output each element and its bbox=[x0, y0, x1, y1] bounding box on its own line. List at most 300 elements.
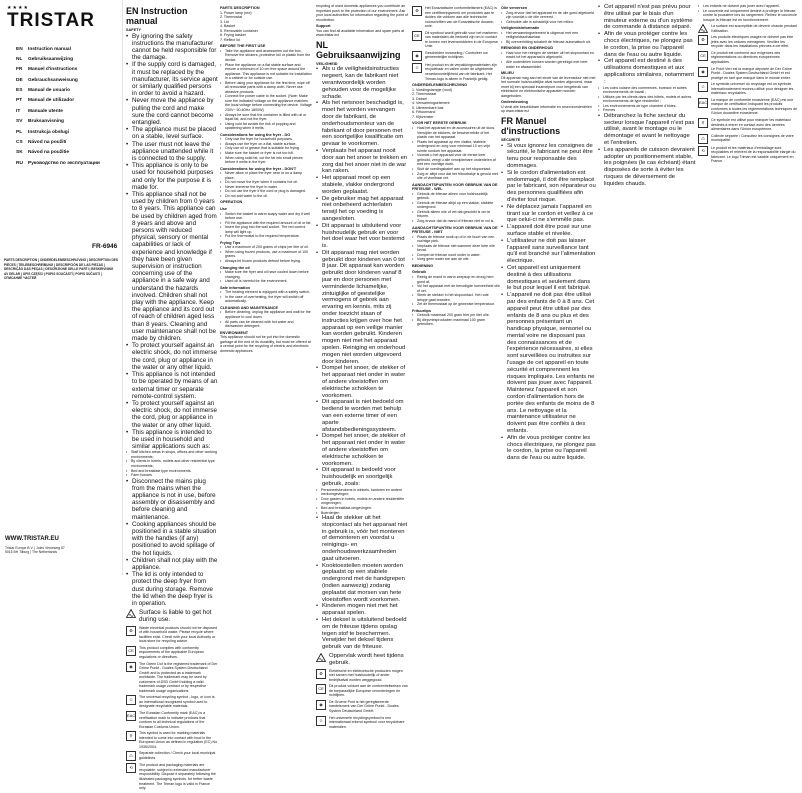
bullet-icon: • bbox=[126, 571, 129, 579]
bullet-icon: • bbox=[126, 459, 128, 464]
bullet-icon: • bbox=[412, 274, 414, 279]
symbol-entry bbox=[698, 98, 798, 116]
regulatory-symbol-icon: ♲ bbox=[698, 82, 708, 92]
list-item-text: Insert the plug into the wall socket. The red control lamp will light up. bbox=[225, 225, 306, 234]
list-item-text: Bed and breakfast-omgevingen. bbox=[321, 505, 372, 510]
list-item bbox=[126, 61, 218, 97]
regulatory-symbol-icon: EAC bbox=[698, 98, 708, 108]
bullet-icon: • bbox=[126, 468, 128, 473]
language-entry bbox=[16, 96, 120, 106]
bullet-icon: • bbox=[598, 94, 600, 99]
donts-list bbox=[220, 171, 312, 198]
list-item bbox=[220, 320, 312, 329]
bullet-icon: • bbox=[126, 342, 129, 350]
bullet-icon: • bbox=[126, 399, 129, 407]
list-item-text: Dompel de friteuse nooit onder in water. bbox=[417, 252, 481, 257]
symbol-entry bbox=[126, 695, 218, 709]
list-item-text: Personeelskeukens in winkels, kantoren en andere werkomgevingen; bbox=[321, 487, 403, 497]
nl-donts-title: AANDACHTSPUNTEN VOOR GEBRUIK VAN DE FRITEUSE - NIET bbox=[412, 225, 498, 235]
symbol-description: Gescheiden inzameling / Controleer uw gemeentelijke richtlijnen. bbox=[425, 50, 488, 60]
list-item-text: Zet de thermostaat op de gewenste temperatuur. bbox=[417, 302, 495, 307]
list-item-text: Before cleaning, unplug the appliance and wait for the appliance to cool down. bbox=[225, 310, 311, 319]
list-item bbox=[598, 113, 696, 147]
bullet-icon: • bbox=[220, 184, 222, 189]
language-name: Manuel d'instructions bbox=[28, 67, 78, 73]
language-code: FR bbox=[16, 67, 23, 73]
section-heading-en: EN Instruction manual bbox=[126, 6, 188, 26]
bullet-icon: • bbox=[316, 487, 318, 492]
language-entry bbox=[16, 148, 120, 158]
bullet-icon: • bbox=[220, 279, 222, 284]
language-entry bbox=[16, 54, 120, 64]
safety-list-2 bbox=[126, 478, 218, 608]
nl-use-title: Gebruik bbox=[412, 270, 427, 275]
regulatory-symbol-icon: ♲ bbox=[316, 716, 326, 726]
nl-use-list bbox=[412, 275, 500, 307]
list-item bbox=[126, 557, 218, 571]
list-item bbox=[316, 196, 408, 223]
language-code: CS bbox=[16, 140, 23, 146]
regulatory-symbol-icon: ♺ bbox=[126, 751, 136, 761]
list-item-text: De gebruiker mag het apparaat niet onbeheerd achterlaten terwijl het op voeding is aangesloten. bbox=[322, 195, 404, 222]
list-item-text: To protect yourself against an electric shock, do not immerse the cord, plug or appliance in the water or any other liquid. bbox=[132, 342, 218, 371]
list-item bbox=[126, 450, 218, 459]
list-item-text: Si vous ignorez les consignes de sécurité, le fabricant ne peut être tenu pour responsable des dommages. bbox=[507, 142, 593, 169]
parts-title: PARTS DESCRIPTION bbox=[220, 6, 260, 10]
list-item bbox=[412, 153, 500, 167]
bullet-icon: • bbox=[220, 137, 222, 142]
bullet-icon: • bbox=[501, 264, 504, 271]
column-nl-safety bbox=[316, 4, 408, 731]
cover-sidebar bbox=[0, 0, 123, 575]
list-item bbox=[220, 279, 312, 284]
bullet-icon: • bbox=[220, 193, 222, 198]
regulatory-symbol-icon: CE bbox=[412, 31, 422, 41]
list-item-text: Dit apparaat is niet bedoeld om bediend te worden met behulp van een externe timer of een aparte afstandsbedieningssysteem. bbox=[322, 399, 404, 433]
list-item bbox=[501, 435, 596, 462]
list-item-text: 6. Frituurmand bbox=[412, 110, 436, 115]
language-code: SK bbox=[16, 150, 23, 156]
bullet-icon: • bbox=[316, 467, 319, 474]
list-item bbox=[598, 95, 696, 104]
list-item-text: Children shall not play with the appliance. bbox=[132, 556, 218, 572]
bullet-icon: • bbox=[220, 121, 222, 126]
symbol-description: The product and packaging materials are recyclable, subject to extended manufacturer responsibility. Dispose it separately following the illustrated packaging symbols, for better waste treatment. The Triman logo is valid in France only. bbox=[139, 763, 216, 791]
list-item-text: Make sure the fryer and oil have cooled down before changing. bbox=[225, 270, 309, 279]
list-item bbox=[316, 148, 408, 175]
list-item bbox=[501, 238, 596, 265]
bullet-icon: • bbox=[598, 103, 600, 108]
bullet-icon: • bbox=[598, 85, 600, 90]
symbol-entry bbox=[126, 751, 218, 761]
list-item bbox=[412, 201, 500, 210]
bullet-icon: • bbox=[412, 191, 414, 196]
list-item bbox=[501, 11, 596, 20]
list-item bbox=[220, 194, 312, 199]
bullet-icon: • bbox=[126, 97, 129, 105]
list-item-text: 3. Lid bbox=[220, 19, 229, 24]
list-item-text: Als het netsnoer beschadigd is, moet het worden vervangen door de fabrikant, de onderhoudsmonteur van de fabrikant of door personen met een soortgelijke kwalificatie om gevaar te voorkomen. bbox=[322, 100, 404, 148]
changing-list bbox=[220, 270, 312, 284]
language-code: RU bbox=[16, 160, 23, 166]
bullet-icon: • bbox=[316, 515, 319, 522]
nl-parts-list bbox=[412, 88, 500, 120]
nl-safe-info-list bbox=[501, 31, 596, 45]
bullet-icon: • bbox=[220, 310, 222, 315]
list-item-text: Het apparaat moet op een stabiele, vlakke ondergrond worden geplaatst. bbox=[322, 175, 395, 195]
list-item-text: Voeg geen water toe aan de olie. bbox=[417, 257, 470, 262]
support-text: You can find all available information and spare parts at www.tristar.eu! bbox=[316, 28, 405, 38]
bullet-icon: • bbox=[126, 428, 129, 436]
environment-text-cont: recycling of used domestic appliances you contribute an important push to the protection of our environment. Ask your local authorities for information regarding the point of recollection. bbox=[316, 4, 408, 22]
list-item-text: Bij oververhitting schakelt de friteuse automatisch uit. bbox=[506, 39, 591, 44]
nl-hot-surface-warning: Oppervlak wordt heet tijdens gebruik. bbox=[316, 653, 408, 667]
symbol-description: Het universele recyclingsymbool is een internationaal erkend symbool voor recyclebare materialen. bbox=[329, 715, 405, 729]
language-entry bbox=[16, 158, 120, 168]
nl-support-title: Ondersteuning bbox=[501, 100, 529, 105]
website-url: WWW.TRISTAR.EU bbox=[5, 536, 59, 542]
nl-support-text: U vindt alle beschikbare informatie en reserveonderdelen op www.tristar.eu! bbox=[501, 104, 592, 114]
nl-safety-title: VEILIGHEID bbox=[316, 61, 338, 66]
warning-triangle-icon bbox=[316, 653, 326, 662]
symbol-entry bbox=[126, 626, 218, 644]
bullet-icon: • bbox=[598, 58, 601, 65]
list-item-text: Gebruik de friteuse altijd op een vlakke, stabiele ondergrond. bbox=[417, 200, 494, 210]
language-entry bbox=[16, 127, 120, 137]
bullet-icon: • bbox=[316, 433, 319, 440]
bullet-icon: • bbox=[698, 4, 700, 8]
list-item bbox=[126, 191, 218, 342]
regulatory-symbol-icon: ♻ bbox=[126, 626, 136, 636]
list-item-text: Le couvercle est uniquement destiné à protéger la friteuse contre la poussière lors du rangement. Retirez le couvercle lorsque la friteuse est en fonctionnement. bbox=[703, 8, 797, 22]
bullet-icon: • bbox=[316, 505, 318, 510]
bullet-icon: • bbox=[412, 284, 414, 289]
list-item bbox=[501, 40, 596, 45]
bullet-icon: • bbox=[220, 141, 222, 146]
bullet-icon: • bbox=[316, 510, 318, 515]
bullet-icon: • bbox=[412, 317, 414, 322]
language-name: Bruksanvisning bbox=[28, 119, 64, 125]
logo-text: TRISTAR bbox=[7, 10, 95, 31]
list-item bbox=[126, 162, 218, 191]
list-item-text: 5. Uitneembare bak bbox=[412, 105, 444, 110]
language-code: DE bbox=[16, 77, 23, 83]
bullet-icon: • bbox=[501, 169, 504, 176]
list-item-text: Do not add water to the oil. bbox=[225, 193, 268, 198]
list-item bbox=[316, 66, 408, 100]
list-item-text: Het verwarmingselement is uitgerust met een veiligheidsschakelaar. bbox=[506, 30, 579, 40]
list-item-text: Make sure the basket or fryer is not too full. bbox=[225, 150, 294, 155]
language-entry bbox=[16, 106, 120, 116]
column-fr-2 bbox=[698, 4, 798, 166]
bullet-icon: • bbox=[316, 175, 319, 182]
list-item-text: By clients in hotels, motels and other residential type environments; bbox=[131, 459, 215, 468]
nl-environment-text: Dit apparaat mag aan het einde van de levensduur niet met het normale huishoudelijke afval worden afgevoerd, maar moet bij een speciaal inzamelpunt voor hergebruik van elektrische en elektronische apparaten worden aangeboden. bbox=[501, 75, 596, 98]
symbol-entry bbox=[698, 134, 798, 144]
list-item-text: Dompel het snoer, de stekker of het apparaat niet onder in water of andere vloeistoffen om elektrische schokken te voorkomen. bbox=[322, 365, 406, 399]
list-item-text: Door gasten in hotels, motels en andere residentiële omgevingen; bbox=[321, 496, 405, 506]
symbol-description: Dit symbool wordt gebruikt voor het markeren van materialen die bedoeld zijn om in contact te komen met levensmiddelen in de Europese Unie. bbox=[425, 30, 498, 49]
bullet-icon: • bbox=[220, 220, 222, 225]
list-item bbox=[316, 399, 408, 433]
bullet-icon: • bbox=[220, 155, 222, 160]
list-item-text: Kooktoestellen moeten worden geplaatst op een stabiele ondergrond met de handgrepen (indien aanwezig) zodanig geplaatst dat morsen van hete vloeistoffen wordt voorkomen. bbox=[322, 562, 405, 603]
support-title: Support bbox=[316, 24, 331, 29]
list-item-text: Verplaats de friteuse niet wanneer deze hete olie bevat. bbox=[417, 243, 495, 253]
warning-triangle-icon bbox=[698, 24, 708, 33]
list-item-text: Alle onderdelen kunnen worden gereinigd met heet water en afwasmiddel. bbox=[506, 60, 588, 69]
nl-changing-list bbox=[501, 11, 596, 25]
list-item bbox=[316, 515, 408, 563]
regulatory-symbol-icon: ♲ bbox=[412, 63, 422, 73]
symbol-description: Ce produit est conforme aux exigences des réglementations ou directives européennes applicables. bbox=[711, 50, 781, 65]
list-item bbox=[126, 342, 218, 371]
list-item bbox=[316, 250, 408, 366]
nl-first-use-list bbox=[412, 126, 500, 181]
symbol-entry bbox=[412, 63, 500, 81]
symbol-entry bbox=[126, 763, 218, 790]
list-item bbox=[412, 275, 500, 284]
bullet-icon: • bbox=[501, 224, 504, 231]
bullet-icon: • bbox=[412, 234, 414, 239]
regulatory-symbol-icon: ♲ bbox=[126, 695, 136, 705]
bullet-icon: • bbox=[501, 237, 504, 244]
bullet-icon: • bbox=[316, 562, 319, 569]
list-item-text: The lid is only intended to protect the deep fryer from dust during storage. Remove the lid when the deep fryer is in operation. bbox=[132, 571, 213, 608]
language-entry bbox=[16, 75, 120, 85]
regulatory-symbol-icon: CE bbox=[316, 684, 326, 694]
list-item-text: Voordat u het apparaat voor de eerste keer gebruikt, veegt u alle verwijderbare onderdelen af met een vochtige doek. bbox=[417, 153, 496, 167]
regulatory-symbol-icon: EAC bbox=[126, 711, 136, 721]
language-entry bbox=[16, 44, 120, 54]
list-item bbox=[220, 310, 312, 319]
list-item bbox=[412, 219, 500, 224]
bullet-icon: • bbox=[412, 243, 414, 248]
list-item-text: Never allow or place the fryer near or on a damp place. bbox=[225, 171, 303, 180]
nl-environment-title: MILIEU bbox=[501, 71, 514, 76]
list-item-text: Gebruikte olie is schadelijk voor het milieu. bbox=[506, 19, 574, 24]
list-item bbox=[412, 172, 500, 181]
list-item-text: L'appareil ne doit pas être utilisé par des enfants de 0 à 8 ans. Cet appareil peut être utilisé par des enfants de 8 ans ou plus et des personnes présentant un handicap physique, sensoriel ou mental voire ne disposant pas des connaissances et de l'expérience nécessaires, si elles sont surveillées ou instruites sur l'usage de cet appareil en toute sécurité et comprennent les risques impliqués. Les enfants ne doivent pas jouer avec l'appareil. Maintenez l'appareil et son cordon d'alimentation hors de portée des enfants de moins de 8 ans. Le nettoyage et la maintenance utilisateur ne doivent pas être confiés à des enfants. bbox=[507, 292, 595, 435]
list-item-text: 1. Power lamp (red) bbox=[220, 10, 252, 15]
regulatory-symbol-icon: ♺ bbox=[698, 134, 708, 144]
symbol-description: Le Point Vert est la marque déposée de Der Grüne Punkt - Duales System Deutschland GmbH et est protégé en tant que marque dans le monde entier. bbox=[711, 66, 792, 80]
list-item-text: Zorg ervoor dat het apparaat en de olie goed afgekoeld zijn voordat u de olie ververst. bbox=[506, 10, 594, 20]
bullet-icon: • bbox=[220, 80, 222, 85]
list-item bbox=[220, 81, 312, 95]
list-item-text: This appliance is intended to be used in household and similar applications such as: bbox=[132, 428, 212, 451]
list-item bbox=[316, 467, 408, 487]
list-item-text: Haal het apparaat en de accessoires uit de doos. Verwijder de stickers, de beschermfolie of het plastic van het apparaat. bbox=[417, 126, 496, 140]
list-item bbox=[126, 141, 218, 163]
list-item bbox=[412, 210, 500, 219]
list-item bbox=[220, 270, 312, 279]
list-item bbox=[126, 571, 218, 607]
tristar-logo bbox=[7, 6, 95, 31]
list-item-text: Zorg er altijd voor dat het frituurbakje is gevuld met olie of vloeibaar vet. bbox=[417, 171, 498, 181]
list-item-text: 4. Verwarmingselement bbox=[412, 101, 450, 106]
list-item bbox=[220, 113, 312, 122]
environment-title: ENVIRONMENT bbox=[220, 330, 249, 335]
symbol-entry bbox=[316, 716, 408, 730]
nl-frying-list bbox=[412, 313, 500, 327]
list-item bbox=[220, 49, 312, 63]
list-item bbox=[316, 488, 408, 497]
bullet-icon: • bbox=[412, 313, 414, 318]
symbol-entry bbox=[126, 711, 218, 729]
language-name: Manual de usuario bbox=[28, 88, 71, 94]
symbol-entry bbox=[698, 67, 798, 81]
list-item-text: L'appareil doit être posé sur une surface stable et nivelée. bbox=[507, 224, 591, 237]
fr-safety-list-3 bbox=[598, 113, 696, 188]
language-name: Instruction manual bbox=[28, 46, 71, 52]
regulatory-symbol-icon: ◉ bbox=[698, 67, 708, 77]
list-item-text: In the case of overheating, the fryer will switch off automatically. bbox=[225, 294, 304, 304]
bullet-icon: • bbox=[220, 258, 222, 263]
symbol-description: The Eurasian Conformity mark (EAC) is a certification mark to indicate products that conform to all technical regulations of the Eurasian Customs Union. bbox=[139, 710, 206, 729]
bullet-icon: • bbox=[316, 365, 319, 372]
list-item-text: Place the appliance on a flat stable surface and ensure a minimum of 10 cm free space around the appliance. This appliance is not suitable for installation in a cabinet or for outside use. bbox=[225, 62, 312, 81]
list-item-text: Always use the fryer on a flat, stable surface. bbox=[225, 141, 297, 146]
list-item bbox=[598, 31, 696, 58]
list-item bbox=[501, 20, 596, 25]
list-item bbox=[598, 86, 696, 95]
symbol-description: Dit product voldoet aan de conformiteitseisen van de toepasselijke Europese verordeningen en richtlijnen. bbox=[329, 684, 408, 698]
list-item-text: Dit apparaat is bedoeld voor huishoudelijk en soortgelijk gebruik, zoals: bbox=[322, 467, 396, 487]
symbol-entry bbox=[126, 662, 218, 694]
symbol-description: Ce symbole est utilisé pour marquer les matériaux destinés à entrer en contact avec des denrées alimentaires dans l'Union européenne. bbox=[711, 118, 791, 132]
symbol-entry bbox=[412, 31, 500, 49]
bullet-icon: • bbox=[501, 60, 503, 65]
nl-first-use-title: VOOR HET EERSTE GEBRUIK bbox=[412, 121, 467, 126]
regulatory-symbol-icon: ⟲ bbox=[698, 146, 708, 156]
list-item-text: Bij diepvriesproducten maximaal 100 gram gebruiken. bbox=[417, 317, 485, 327]
language-code: EN bbox=[16, 46, 23, 52]
list-item-text: Zorg ervoor dat de mand of friteuse niet te vol is. bbox=[417, 218, 495, 223]
fr-usage-sublist bbox=[598, 86, 696, 113]
bullet-icon: • bbox=[501, 203, 504, 210]
list-item-text: Sluit de voedingskabel aan op het stopcontact. bbox=[417, 166, 492, 171]
list-item-text: Only use oil or grease that is suitable for frying. bbox=[225, 146, 300, 151]
list-item-text: Fermes bbox=[603, 108, 616, 113]
list-item bbox=[220, 63, 312, 81]
list-item bbox=[412, 115, 500, 120]
list-item-text: Cet appareil est uniquement destiné à des utilisations domestiques et seulement dans le but pour lequel il est fabriqué. bbox=[507, 264, 591, 292]
safe-info-title: Safe information bbox=[220, 285, 250, 290]
bullet-icon: • bbox=[220, 319, 222, 324]
list-item-text: Never immerse the fryer in water. bbox=[225, 184, 278, 189]
list-item-text: 3. Deksel bbox=[412, 96, 427, 101]
bullet-icon: • bbox=[501, 50, 503, 55]
list-item bbox=[501, 170, 596, 204]
list-item-text: When using frozen products, use a maximum of 100 grams. bbox=[225, 249, 309, 259]
list-item-text: Steek de stekker in het stopcontact. Het rode lampje gaat branden. bbox=[417, 293, 489, 302]
list-item bbox=[220, 156, 312, 165]
symbol-description: The Green Dot is the registered trademark of Der Grüne Punkt - Duales System Deutschland GmbH and is protected as a trademark worldwide. The trademark may be used by customers of DSD GmbH holding a valid trademark usage contract or by respective trademark usage organizations. bbox=[139, 661, 218, 693]
nl-safe-info-title: Veiligheidsinformatie bbox=[501, 26, 540, 31]
list-item-text: 1. Voedingslampje (rood) bbox=[412, 87, 452, 92]
list-item-text: The user must not leave the appliance unattended while it is connected to the supply. bbox=[132, 140, 214, 162]
list-item-text: Before using your appliance for the first time, wipe off all removable parts with a damp cloth. Never use abrasive products. bbox=[225, 80, 310, 94]
list-item-text: Dit apparaat mag niet worden gebruikt door kinderen van 0 tot 8 jaar. Dit apparaat kan worden gebruikt door kinderen vanaf 8 jaar en door personen met verminderde lichamelijke, zintuiglijke of geestelijke vermogens of gebrek aan ervaring en kennis, mits zij onder toezicht staan of instructies krijgen over hoe het apparaat op een veilige manier kan worden gebruikt. Kinderen mogen niet met het apparaat spelen. Reiniging en onderhoud mogen niet worden uitgevoerd door kinderen. bbox=[322, 249, 406, 365]
symbol-entry bbox=[316, 684, 408, 698]
list-item-text: Gebruik maximaal 200 gram friet per liter olie. bbox=[417, 313, 490, 318]
nl-cleaning-list bbox=[501, 51, 596, 69]
list-item bbox=[126, 400, 218, 429]
list-item-text: Als u de veiligheidsinstructies negeert, kan de fabrikant niet verantwoordelijk worden gehouden voor de mogelijke schade. bbox=[322, 66, 399, 100]
nl-operation-title: BEDIENING bbox=[412, 263, 434, 268]
safe-info-list bbox=[220, 290, 312, 304]
language-code: PL bbox=[16, 129, 23, 135]
bullet-icon: • bbox=[316, 100, 319, 107]
list-item bbox=[126, 371, 218, 400]
list-item-text: Use a maximum of 200 grams of chips per litre of oil. bbox=[225, 245, 309, 250]
bullet-icon: • bbox=[126, 191, 129, 199]
bullet-icon: • bbox=[412, 126, 414, 131]
symbol-description: Collecte séparée / Consultez les consignes de votre municipalité. bbox=[711, 133, 794, 143]
symbol-entry bbox=[316, 669, 408, 683]
symbol-entry bbox=[412, 51, 500, 61]
fr-symbol-list bbox=[698, 35, 798, 164]
symbol-description: Le symbole universel du recyclage est un symbole internationalement reconnu utilisé pour désigner les matériaux recyclables. bbox=[711, 82, 794, 96]
column-en-use bbox=[220, 4, 312, 354]
list-item bbox=[412, 293, 500, 302]
warning-triangle-icon bbox=[126, 609, 136, 618]
first-use-list bbox=[220, 49, 312, 131]
list-item-text: Les enfants ne doivent pas jouer avec l'appareil. bbox=[703, 4, 780, 8]
bullet-icon: • bbox=[412, 171, 414, 176]
list-item-text: Les appareils de cuisson devraient adopter un positionnement stable, les poignées (le cas échéant) étant disposées de sorte à éviter les risques de déversement de liquides chauds. bbox=[604, 146, 696, 187]
dos-list bbox=[220, 137, 312, 164]
list-item-text: This appliance is not intended to be operated by means of an external timer or separate remote-control system. bbox=[132, 371, 218, 400]
symbol-entry bbox=[698, 51, 798, 65]
list-item bbox=[220, 295, 312, 304]
list-item bbox=[126, 97, 218, 126]
language-index bbox=[16, 44, 120, 169]
fr-safety-list-2 bbox=[598, 4, 696, 86]
list-item-text: Het deksel is uitsluitend bedoeld om de friteuse tijdens opslag tegen stof te beschermen. Verwijder het deksel tijdens gebruik van de friteuse. bbox=[322, 617, 407, 651]
list-item-text: Si le cordon d'alimentation est endommagé, il doit être remplacé par le fabricant, son réparateur ou des personnes qualifiées afin d'éviter tout risque. bbox=[507, 169, 596, 203]
bullet-icon: • bbox=[501, 142, 504, 149]
list-item-text: This appliance shall not be used by children from 0 years to 8 years. This appliance can be used by children aged from 8 years and above and persons with reduced physical, sensory or mental capabilities or lack of experience and knowledge if they have been given supervision or instruction concerning use of the appliance in a safe way and understand the hazards involved. Children shall not play with the appliance. Keep the appliance and its cord out of reach of children aged less than 8 years. Cleaning and user maintenance shall not be made by children. bbox=[132, 191, 217, 343]
list-item-text: Haal voor het reinigen de stekker uit het stopcontact en wacht tot het apparaat is afgekoeld. bbox=[506, 50, 594, 60]
symbol-description: Les produits électriques usagés ne doivent pas être jetés avec les ordures ménagères. Veuillez les recycler dans les installations prévues à cet effet. bbox=[711, 35, 794, 49]
list-item bbox=[126, 478, 218, 521]
list-item-text: 7. Kijkvenster bbox=[412, 114, 434, 119]
bullet-icon: • bbox=[126, 61, 129, 69]
dos-title: Considerations for using the fryer - DO bbox=[220, 132, 291, 137]
list-item-text: Farm houses bbox=[131, 473, 152, 478]
list-item-text: Bed and breakfast type environments. bbox=[131, 468, 192, 473]
list-item-text: 2. Thermostat bbox=[220, 15, 243, 20]
bullet-icon: • bbox=[412, 166, 414, 171]
list-item bbox=[316, 365, 408, 399]
list-item bbox=[501, 204, 596, 224]
list-item bbox=[501, 143, 596, 170]
language-name: Manual de utilizador bbox=[28, 98, 75, 104]
list-item bbox=[220, 250, 312, 259]
symbol-description: Waste electrical products should not be disposed of with household waste. Please recycle where facilities exist. Check with your local Authority or local store for recycling advice. bbox=[139, 625, 217, 644]
bullet-icon: • bbox=[412, 257, 414, 262]
bullet-icon: • bbox=[316, 249, 319, 256]
bullet-icon: • bbox=[412, 209, 414, 214]
language-footer: PARTS DESCRIPTION | ONDERDELENBESCHRIJVING | DESCRIPTION DES PIÈCES | TEILEBESCHREIBUNG | DESCRIPCIÓN DE LAS PIEZAS | DESCRIÇÃO DAS PEÇAS | DESCRIZIONE DELLE PARTI | BESKRIVNING AV DELAR | OPIS CZĘŚCI | POPIS SOUČÁSTÍ | POPIS SÚČASTÍ | ОПИСАНИЕ ЧАСТЕЙ bbox=[4, 258, 119, 281]
list-item-text: Only use the fryer for household purposes. bbox=[225, 137, 293, 142]
symbol-entry bbox=[698, 82, 798, 96]
bullet-icon: • bbox=[412, 302, 414, 307]
list-item bbox=[412, 192, 500, 201]
regulatory-symbol-icon: ♻ bbox=[412, 6, 422, 16]
